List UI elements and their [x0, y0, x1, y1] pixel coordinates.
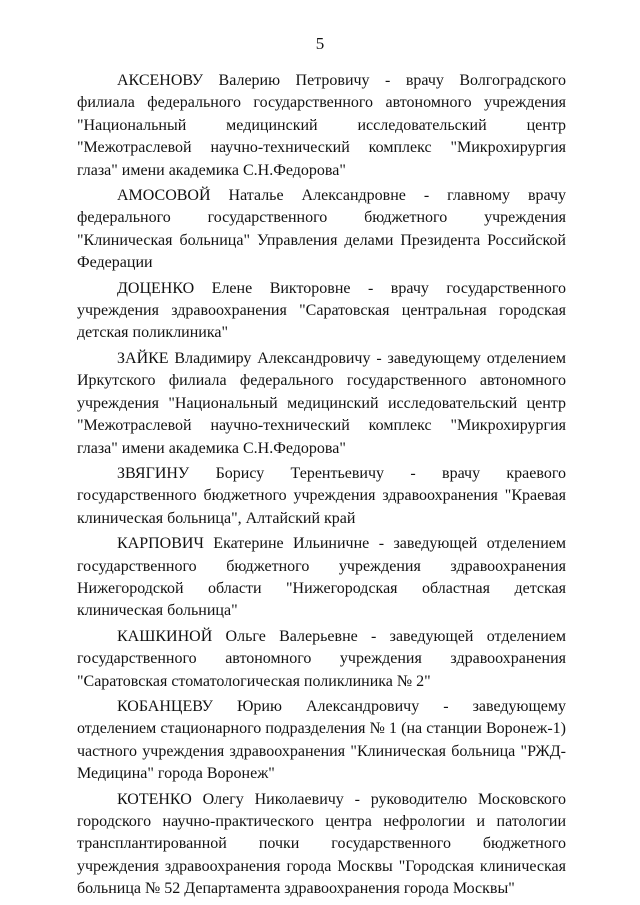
award-entry: КОТЕНКО Олегу Николаевичу - руководителю Московского городского научно-практического центра нефрологии и патологии трансплантированной почки государственного бюджетного учреждения здравоохранения города Москвы "Городская клиническая больница № 52 Департамента здравоохранения города Москвы" — [77, 790, 566, 898]
award-entry: ЗВЯГИНУ Борису Терентьевичу - врачу краевого государственного бюджетного учреждения здравоохранения "Краевая клиническая больница", Алтайский край — [77, 464, 566, 527]
award-entry: ДОЦЕНКО Елене Викторовне - врачу государственного учреждения здравоохранения "Саратовская центральная городская детская поликлиника" — [77, 279, 566, 342]
page-number: 5 — [315, 34, 325, 53]
award-entry: АМОСОВОЙ Наталье Александровне - главному врачу федерального государственного бюджетного учреждения "Клиническая больница" Управления делами Президента Российской Федерации — [77, 187, 566, 272]
award-entry: КАРПОВИЧ Екатерине Ильиничне - заведующей отделением государственного бюджетного учреждения здравоохранения Нижегородской области "Нижегородская областная детская клиническая больница" — [77, 535, 566, 620]
award-entry: КОБАНЦЕВУ Юрию Александровичу - заведующему отделением стационарного подразделения № 1 (на станции Воронеж-1) частного учреждения здравоохранения "Клиническая больница "РЖД-Медицина" города Воронеж" — [77, 697, 566, 783]
award-entry: КАШКИНОЙ Ольге Валерьевне - заведующей отделением государственного автономного учреждения здравоохранения "Саратовская стоматологическая поликлиника № 2" — [77, 627, 566, 690]
award-entry: АКСЕНОВУ Валерию Петровичу - врачу Волгоградского филиала федерального государственного автономного учреждения "Национальный медицинский исследовательский центр "Межотраслевой научно-технический комплекс "Микрохирургия глаза" имени академика С.Н.Федорова" — [77, 72, 566, 179]
award-entry: ЗАЙКЕ Владимиру Александровичу - заведующему отделением Иркутского филиала федерального государственного автономного учреждения "Национальный медицинский исследовательский центр "Межотраслевой научно-технический комплекс "Микрохирургия глаза" имени академика С.Н.Федорова" — [77, 349, 566, 457]
award-list — [77, 70, 566, 904]
